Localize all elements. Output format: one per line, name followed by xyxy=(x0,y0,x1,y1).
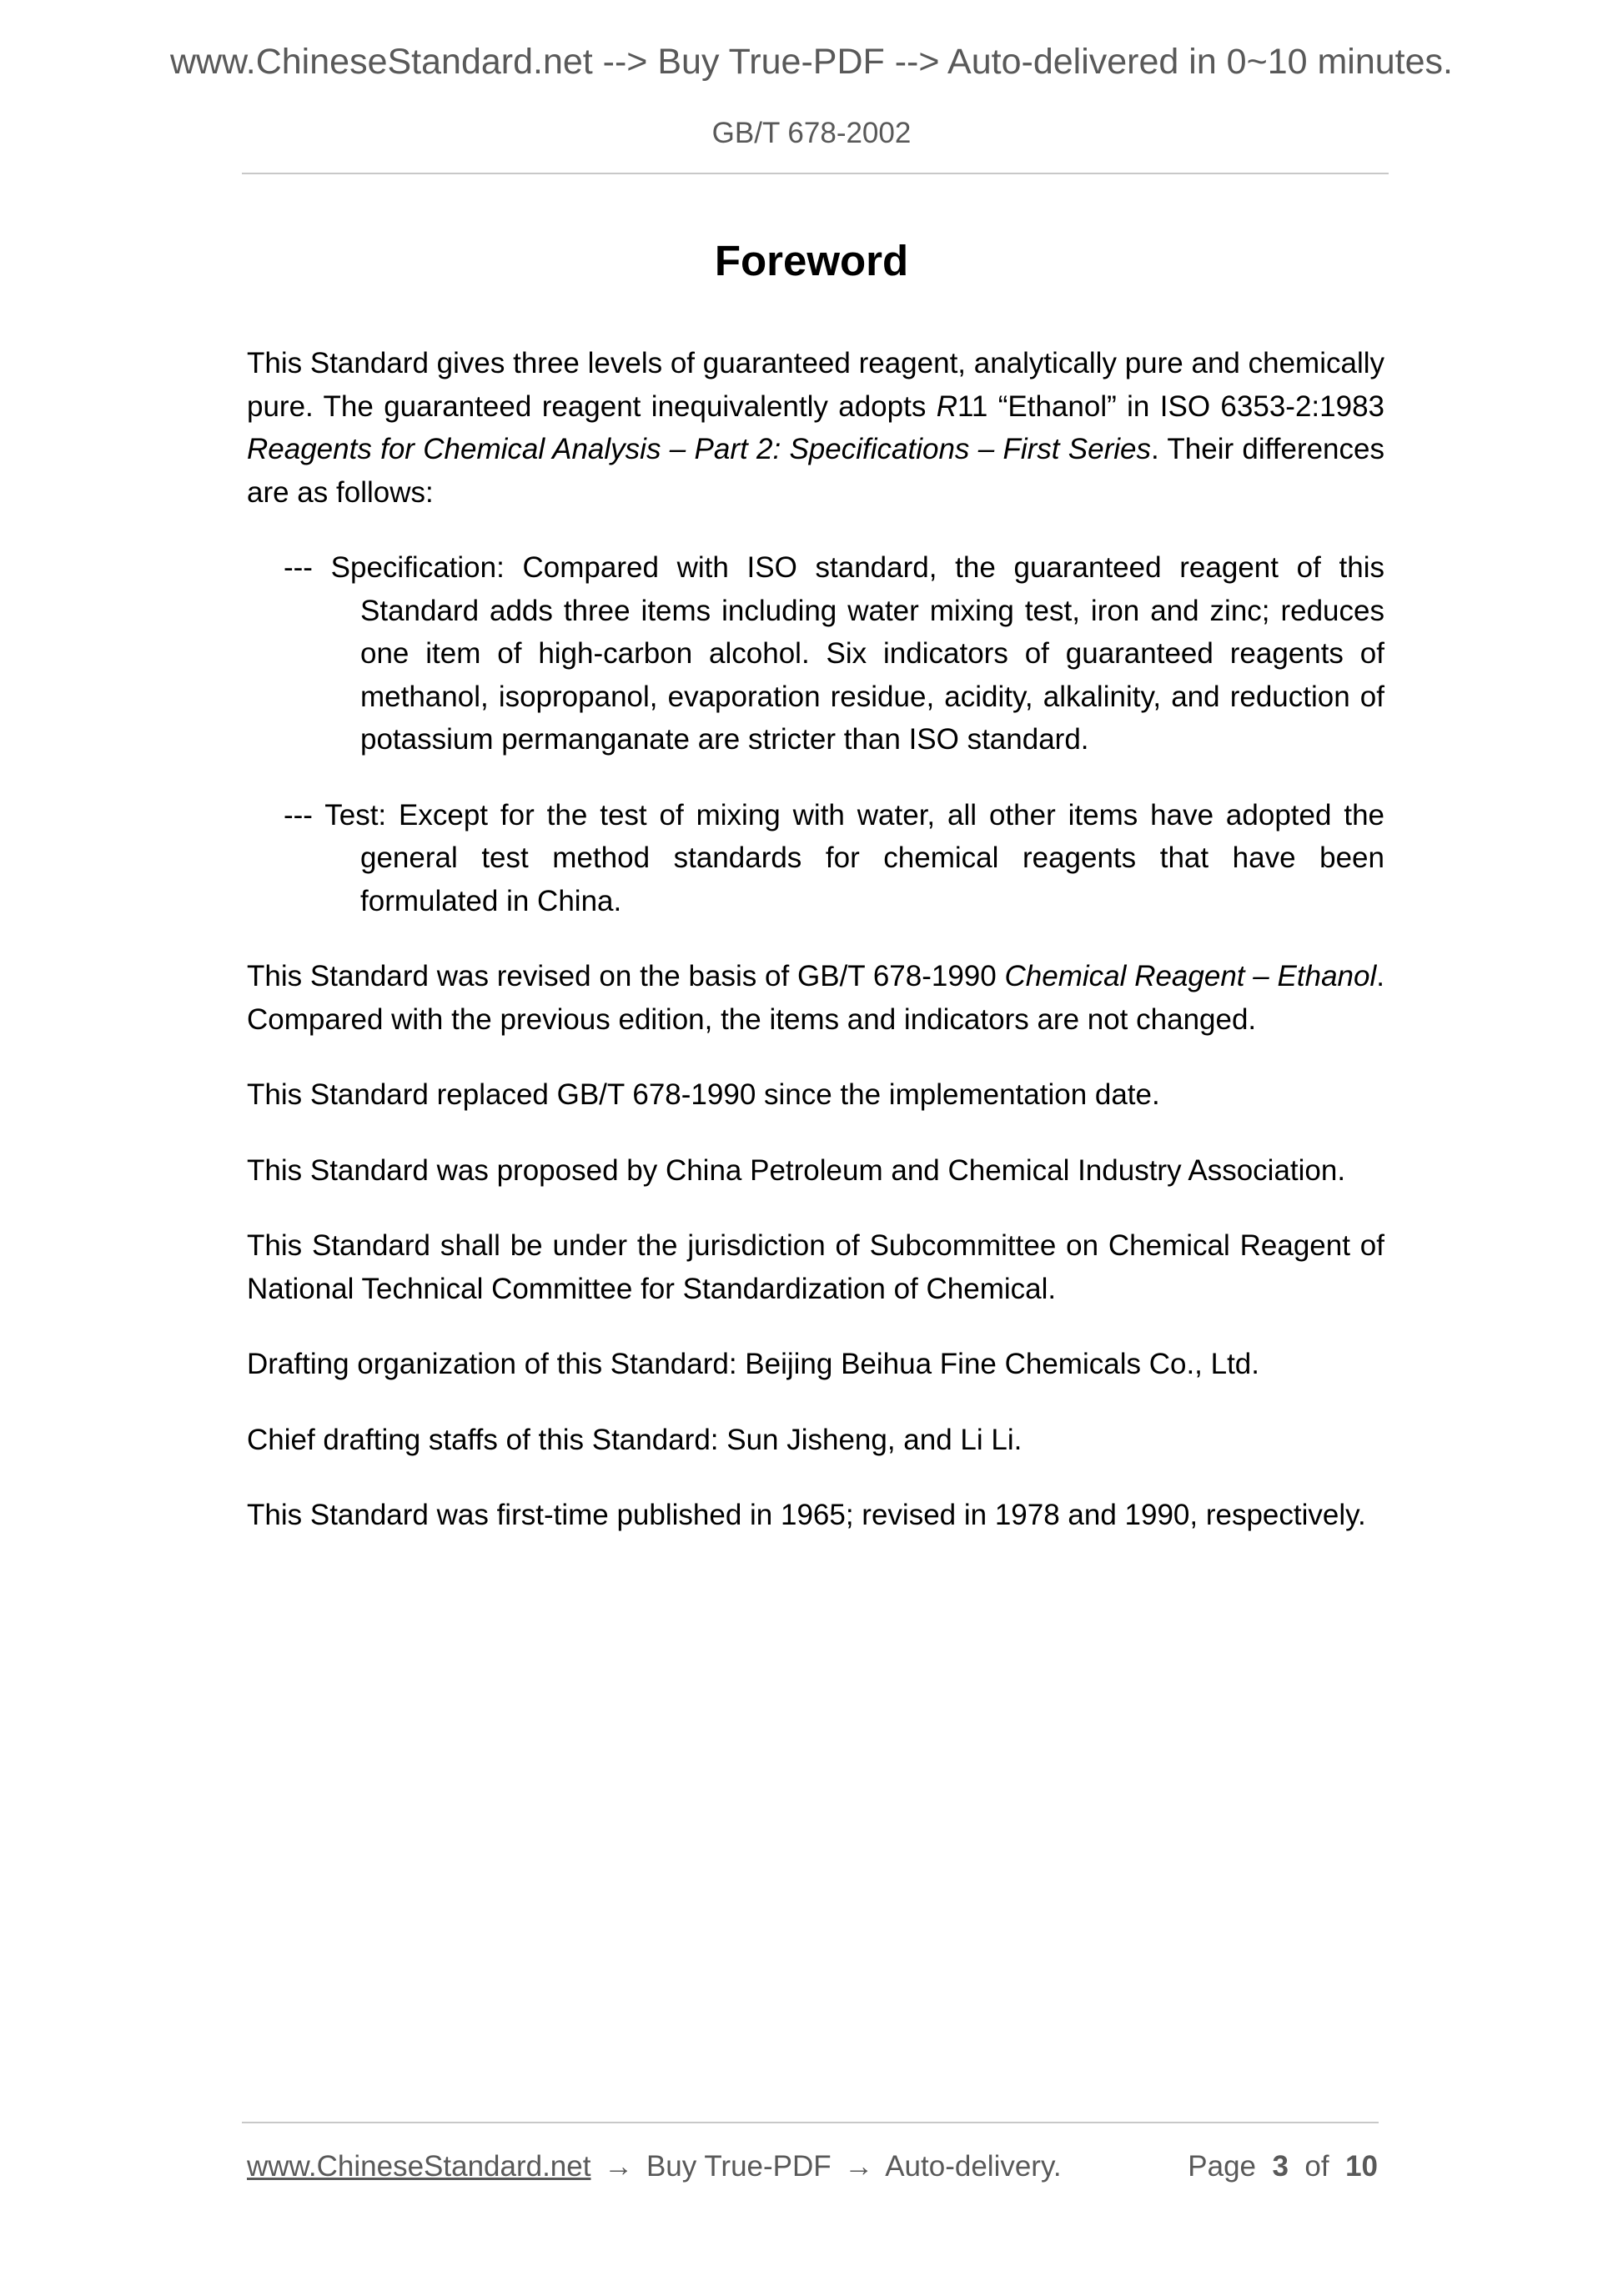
header-divider xyxy=(242,173,1389,174)
revision-title-italic: Chemical Reagent – Ethanol xyxy=(1004,960,1377,992)
test-item: --- Test: Except for the test of mixing with water, all other items have adopted the general test method standards for chemical reagents that have been formulated in China. xyxy=(284,798,1384,917)
footer-buy-text: Buy True-PDF xyxy=(646,2150,832,2183)
top-banner: www.ChineseStandard.net --> Buy True-PDF --> Auto-delivered in 0~10 minutes. xyxy=(169,42,1453,82)
page-label: Page xyxy=(1188,2150,1257,2183)
page-number: 3 xyxy=(1272,2150,1289,2183)
footer-divider xyxy=(242,2122,1379,2123)
footer-website-link[interactable]: www.ChineseStandard.net xyxy=(247,2150,591,2183)
intro-r-italic: R xyxy=(936,389,958,423)
revision-text-1: This Standard was revised on the basis of GB/T 678-1990 xyxy=(247,960,1005,992)
drafting-organization-paragraph: Drafting organization of this Standard: Beijing Beihua Fine Chemicals Co., Ltd. xyxy=(247,1348,1259,1380)
jurisdiction-paragraph: This Standard shall be under the jurisdiction of Subcommittee on Chemical Reagent of National Technical Committee for Standardization of Chemical. xyxy=(247,1229,1384,1305)
of-label: of xyxy=(1304,2150,1329,2183)
document-body xyxy=(247,342,1384,1570)
iso-title-italic: Reagents for Chemical Analysis – Part 2: Specifications – First Series xyxy=(247,433,1151,465)
intro-text-3: . Their differences are as follows: xyxy=(247,433,1384,509)
arrow-right-icon: → xyxy=(844,2150,874,2183)
arrow-right-icon: → xyxy=(604,2150,634,2183)
publication-history-paragraph: This Standard was first-time published in 1965; revised in 1978 and 1990, respectively. xyxy=(247,1499,1366,1531)
revision-paragraph xyxy=(247,955,1384,1041)
proposer-paragraph: This Standard was proposed by China Petroleum and Chemical Industry Association. xyxy=(247,1153,1346,1187)
drafting-staff-paragraph: Chief drafting staffs of this Standard: Sun Jisheng, and Li Li. xyxy=(247,1423,1023,1456)
page-counter xyxy=(1188,2150,1378,2183)
intro-text-1: This Standard gives three levels of guaranteed reagent, analytically pure and chemically pure. The guaranteed reagent inequivalently adopts xyxy=(247,347,1384,423)
revision-text-2: . Compared with the previous edition, the items and indicators are not changed. xyxy=(247,960,1384,1036)
document-code: GB/T 678-2002 xyxy=(711,117,912,149)
intro-paragraph xyxy=(247,342,1384,514)
total-pages: 10 xyxy=(1345,2150,1378,2183)
specification-item: --- Specification: Compared with ISO standard, the guaranteed reagent of this Standard adds three items including water mixing test, iron and zinc; reduces one item of high-carbon alcohol. Six indicators of guaranteed reagents of methanol, isopropanol, evaporation residue, acidity, alkalinity, and reduction of potassium permanganate are stricter than ISO standard. xyxy=(284,551,1384,756)
footer-delivery-text: Auto-delivery. xyxy=(885,2150,1062,2183)
replacement-paragraph: This Standard replaced GB/T 678-1990 since the implementation date. xyxy=(247,1078,1160,1111)
footer-promo xyxy=(247,2150,1062,2183)
page-title: Foreword xyxy=(714,237,909,284)
page-footer xyxy=(247,2150,1378,2188)
intro-text-2: 11 “Ethanol” in ISO 6353-2:1983 xyxy=(957,389,1384,423)
